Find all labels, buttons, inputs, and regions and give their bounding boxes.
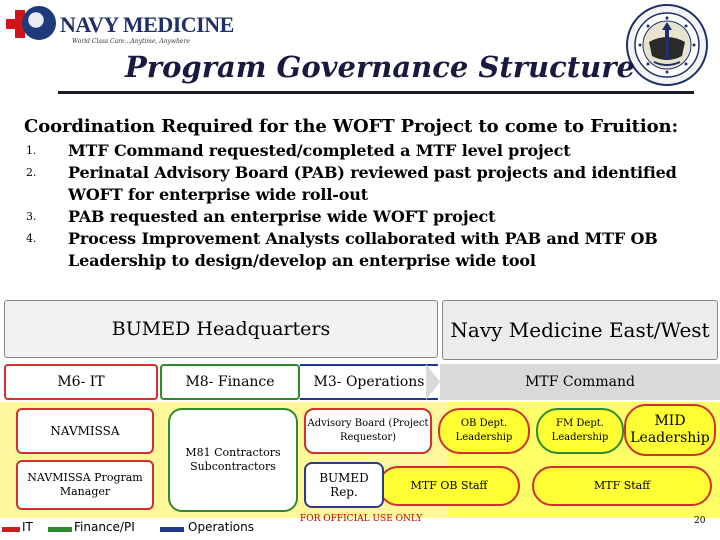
m81-contractors-box: M81 Contractors Subcontractors — [168, 408, 298, 512]
list-number: 4. — [26, 232, 37, 245]
list-item — [26, 162, 686, 206]
operations-column-header: M3- Operations — [300, 364, 438, 400]
classification-marking: FOR OFFICIAL USE ONLY — [300, 514, 423, 524]
mtf-command-arrow — [426, 364, 440, 400]
mtf-command-column-header: MTF Command — [440, 364, 720, 400]
mtf-staff-box: MTF Staff — [532, 466, 712, 506]
navmissa-box: NAVMISSA — [16, 408, 154, 454]
legend-it-swatch — [2, 527, 20, 532]
mtf-ob-staff-box: MTF OB Staff — [378, 466, 520, 506]
legend-operations-label: Operations — [188, 520, 254, 534]
ob-dept-leadership-box: OB Dept. Leadership — [438, 408, 530, 454]
logo-title: NAVY MEDICINE — [60, 12, 234, 37]
list-number: 2. — [26, 166, 37, 179]
advisory-board-box: Advisory Board (Project Requestor) — [304, 408, 432, 454]
navy-medicine-east-west-box: Navy Medicine East/West — [442, 300, 718, 360]
list-number: 3. — [26, 210, 37, 223]
navmissa-program-manager-box: NAVMISSA Program Manager — [16, 460, 154, 510]
page-title: Program Governance Structure — [125, 50, 635, 84]
list-text: Process Improvement Analysts collaborated with PAB and MTF OB Leadership to design/develop an enterprise wide tool — [68, 229, 658, 270]
steps-list — [26, 140, 686, 272]
subheading: Coordination Required for the WOFT Project to come to Fruition: — [24, 116, 679, 137]
it-column-header: M6- IT — [4, 364, 158, 400]
legend-it-label: IT — [22, 520, 33, 534]
list-item — [26, 140, 686, 162]
logo-tagline: World Class Care...Anytime, Anywhere — [72, 38, 190, 45]
title-divider — [58, 91, 694, 94]
list-number: 1. — [26, 144, 37, 157]
fm-dept-leadership-box: FM Dept. Leadership — [536, 408, 624, 454]
bumed-headquarters-box: BUMED Headquarters — [4, 300, 438, 358]
list-item — [26, 206, 686, 228]
mid-leadership-box: MID Leadership — [624, 404, 716, 456]
legend-finance-swatch — [48, 527, 72, 532]
navy-medicine-logo — [6, 2, 234, 52]
list-text: MTF Command requested/completed a MTF level project — [68, 141, 571, 160]
legend-finance-label: Finance/PI — [74, 520, 135, 534]
list-text: PAB requested an enterprise wide WOFT project — [68, 207, 496, 226]
list-text: Perinatal Advisory Board (PAB) reviewed past projects and identified WOFT for enterprise wide roll-out — [68, 163, 677, 204]
globe-icon — [22, 6, 56, 40]
finance-column-header: M8- Finance — [160, 364, 300, 400]
list-item — [26, 228, 686, 272]
page-number: 20 — [694, 516, 706, 526]
bumed-rep-box: BUMED Rep. — [304, 462, 384, 508]
legend-operations-swatch — [160, 527, 184, 532]
